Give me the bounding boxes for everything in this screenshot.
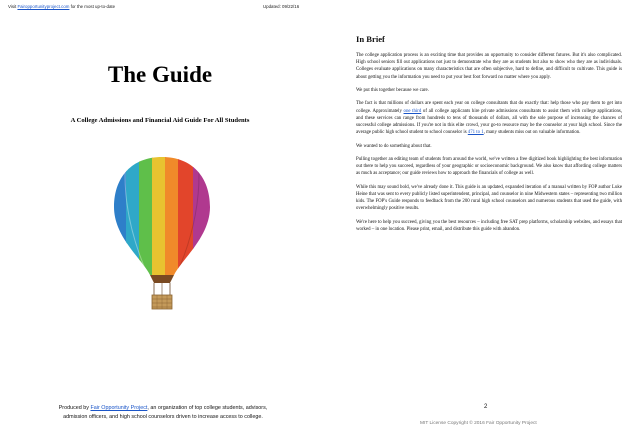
page-subtitle: A College Admissions and Financial Aid Guide For All Students <box>70 117 250 124</box>
paragraph-1: The college application process is an exciting time that provides an opportunity to consider different futures. But it's also complicated. High school seniors fill out applications not just to demonstrate who they are as students but also to show who they are as individuals. Colleges evaluate applications on many characteristics that are often subjective, hard to define, and difficult to cultivate. This guide is about getting you the information you need to put your best foot forward no matter where you apply. <box>356 53 622 80</box>
license-notice: MIT License Copyright © 2016 Fair Opportunity Project <box>420 421 537 426</box>
footer-line-2: admission officers, and high school counselors driven to increase access to college. <box>63 413 263 420</box>
ratio-link[interactable]: 471 to 1 <box>467 130 484 136</box>
paragraph-7: We're here to help you succeed, giving you the best resources – including free SAT prep platforms, scholarship websites, and essays that worked – in one location. Please print, email, and distribute this guide with abandon. <box>356 219 622 232</box>
left-footer <box>18 404 308 421</box>
footer-line-1: Produced by Fair Opportunity Project, an organization of top college students, advisors, <box>58 405 268 411</box>
page-title: The Guide <box>107 62 213 87</box>
paragraph-5: Pulling together an editing team of students from around the world, we've written a free digitized book highlighting the best information out there to help you succeed, regardless of your geographic or socioeconomic background. We also know that affording college matters as much as acceptance; our guide reviews how to approach the financials of college as well. <box>356 156 622 177</box>
right-page <box>356 34 622 239</box>
paragraph-2: We put this together because we care. <box>356 88 429 93</box>
page-number: 2 <box>484 404 488 410</box>
paragraph-6: While this may sound bold, we've already done it. This guide is an updated, expanded iteration of a manual written by FOP author Luke Heine that was sent to every publicly listed superintendent, principal, and counselor in nine Midwestern states – representing two million kids. The FOP's Guide responds to feedback from the 200 rural high school counselors and numerous students that used the guide, with overwhelmingly positive results. <box>356 184 622 212</box>
paragraph-3: The fact is that millions of dollars are spent each year on college consultants that do exactly that: help those who pay them to get into college. Approximately one third of all college applicants hire private admissions consultants to assist them with college applications, and these services can range from hundreds to tens of thousands of dollars, all with the sole purpose of increasing the chances of successful college admissions. If you're not in this elite crowd, your go-to resource may be the counselor at your high school. Since the average public high school student to school counselor is 471 to 1, many students miss out on valuable information. <box>356 101 623 136</box>
top-bar <box>8 4 632 14</box>
hot-air-balloon-icon <box>112 155 212 325</box>
section-heading: In Brief <box>356 34 385 44</box>
update-notice: Visit Fairopportunityproject.com for the most up-to-date <box>8 4 116 9</box>
one-third-link[interactable]: one third <box>403 108 422 114</box>
updated-date: Updated: 09/22/16 <box>263 4 300 9</box>
website-link[interactable]: Fairopportunityproject.com <box>17 4 70 9</box>
paragraph-4: We wanted to do something about that. <box>356 143 432 149</box>
fair-opportunity-link[interactable]: Fair Opportunity Project <box>90 405 148 411</box>
